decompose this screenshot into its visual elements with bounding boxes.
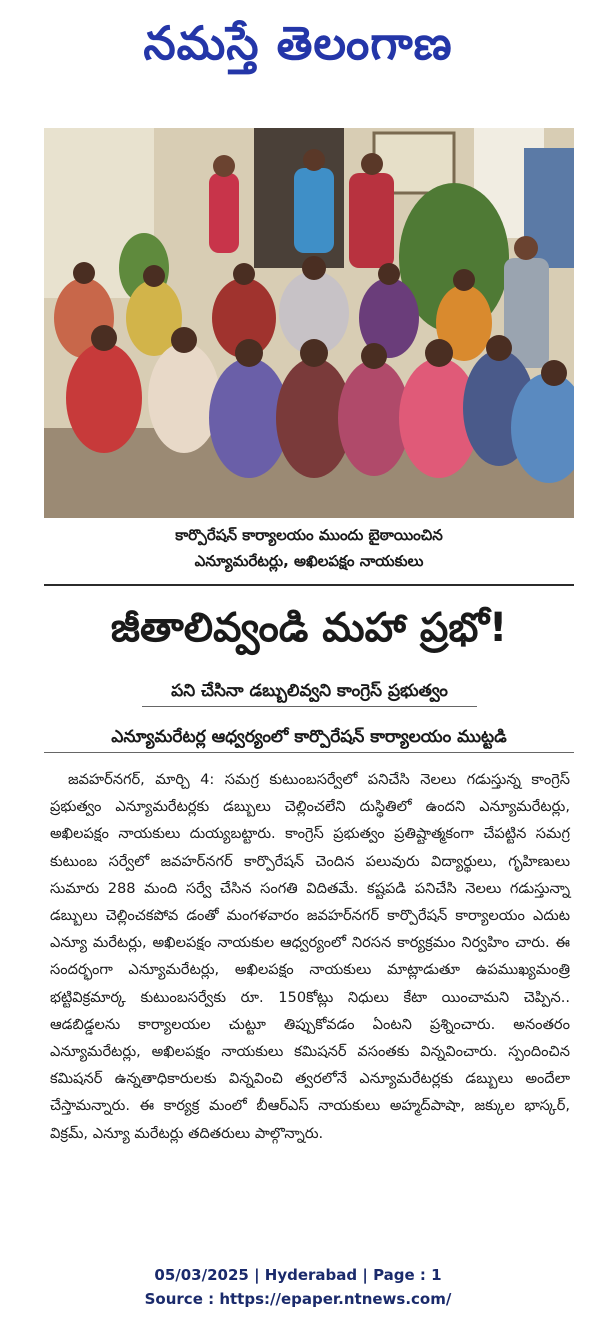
protest-photo — [44, 128, 574, 518]
caption-line-1: కార్పొరేషన్ కార్యాలయం ముందు బైఠాయించిన — [175, 526, 443, 544]
footer-source[interactable]: Source : https://epaper.ntnews.com/ — [144, 1290, 452, 1308]
newspaper-title: నమస్తే తెలంగాణ — [143, 16, 453, 70]
caption-line-2: ఎన్యూమరేటర్లు, అఖిలపక్షం నాయకులు — [194, 552, 424, 570]
article-subhead-2: ఎన్యూమరేటర్ల ఆధ్వర్యంలో కార్పొరేషన్ కార్యాలయం ముట్టడి — [44, 722, 574, 753]
footer-date: 05/03/2025 — [154, 1266, 249, 1284]
footer-meta — [0, 1266, 596, 1284]
photo-caption — [44, 522, 574, 574]
masthead — [0, 0, 596, 90]
footer-city: Hyderabad — [264, 1266, 358, 1284]
footer-page: Page : 1 — [373, 1266, 442, 1284]
protest-photo-illustration — [44, 128, 574, 518]
footer-separator: | — [254, 1266, 265, 1284]
article-body: జవహర్‌నగర్, మార్చి 4: సమగ్ర కుటుంబసర్వేలో పనిచేసి నెలలు గడుస్తున్న కాంగ్రెస్ ప్రభుత్వం ఎన్యూమరేటర్లకు డబ్బులు చెల్లించలేని దుస్థితిలో ఉందని ఎన్యూమరేటర్లు, అఖిలపక్షం నాయకులు దుయ్యబట్టారు. కాంగ్రెస్ ప్రభుత్వం ప్రతిష్టాత్మకంగా చేపట్టిన సమగ్ర కుటుంబ సర్వేలో జవహర్‌నగర్ కార్పొరేషన్ చెందిన పలువురు విద్యార్థులు, గృహిణులు సుమారు 288 మంది సర్వే చేసిన సంగతి విదితమే. కష్టపడి పనిచేసి నెలలు గడుస్తున్నా డబ్బులు చెల్లించకపోవ డంతో మంగళవారం జవహర్‌నగర్ కార్పొరేషన్ కార్యాలయం ఎదుట ఎన్యూ మరేటర్లు, అఖిలపక్షం నాయకుల ఆధ్వర్యంలో నిరసన కార్యక్రమం నిర్వహిం చారు. ఈ సందర్భంగా ఎన్యూమరేటర్లు, అఖిలపక్షం నాయకులు మాట్లాడుతూ ఉపముఖ్యమంత్రి భట్టివిక్రమార్క కుటుంబసర్వేకు రూ. 150కోట్లు నిధులు కేటా యించామని చెప్పిన.. ఆడబిడ్డలను కార్యాలయల చుట్టూ తిప్పుకోవడం ఏంటని ప్రశ్నించారు. అనంతరం ఎన్యూమరేటర్లు, అఖిలపక్షం నాయకులు కమిషనర్ వసంతకు విన్నవించారు. స్పందించిన కమిషనర్ ఉన్నతాధికారులకు విన్నవించి త్వరలోనే ఎన్యూమరేటర్లకు డబ్బులు అందేలా చేస్తామన్నారు. ఈ కార్యక్ర మంలో బీఆర్‌ఎస్ నాయకులు అహ్మద్‌పాషా, జక్కుల భాస్కర్, విక్రమ్, ఎన్యూ మరేటర్లు తదితరులు పాల్గొన్నారు. — [50, 771, 570, 1142]
divider — [44, 584, 574, 586]
footer-separator: | — [362, 1266, 374, 1284]
article-subhead-1: పని చేసినా డబ్బులివ్వని కాంగ్రెస్ ప్రభుత్వం — [142, 676, 477, 707]
article-headline: జీతాలివ్వండి మహా ప్రభో! — [110, 605, 508, 651]
